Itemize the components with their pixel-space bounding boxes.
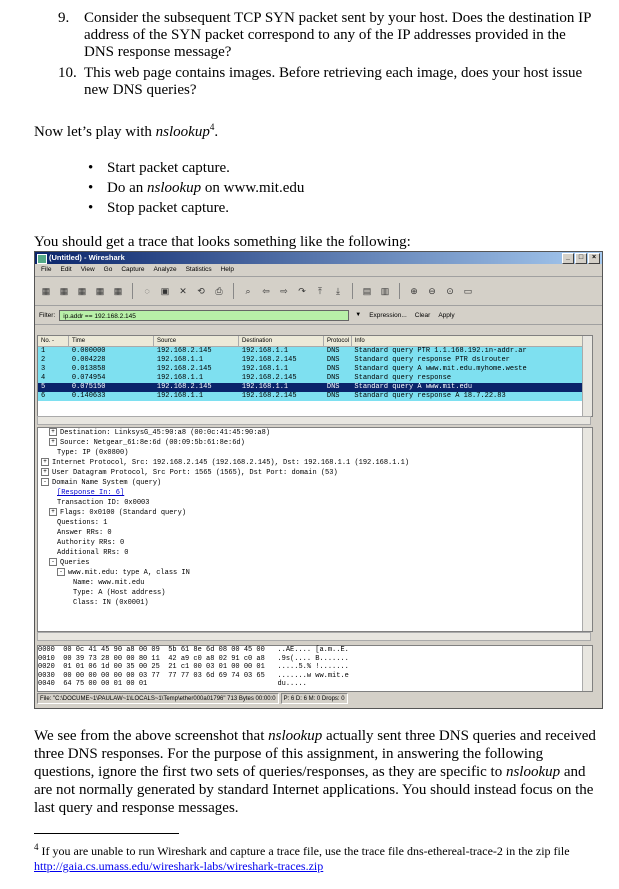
packet-cell-proto: DNS [326,383,340,391]
menu-statistics[interactable]: Statistics [185,266,212,273]
footnote-link[interactable]: http://gaia.cs.umass.edu/wireshark-labs/wireshark-traces.zip [34,859,324,873]
packet-cell-dst: 192.168.2.145 [241,356,297,364]
detail-line[interactable] [38,458,592,468]
column-header-time[interactable]: Time [69,336,154,346]
filter-label: Filter: [39,311,56,319]
window-title: (Untitled) - Wireshark [49,253,125,262]
packet-list [37,335,593,417]
list-item [88,158,304,178]
packet-cell-dst: 192.168.1.1 [241,347,289,355]
detail-text: Transaction ID: 0x0003 [57,499,150,507]
detail-line[interactable] [38,428,592,438]
status-packets: P: 6 D: 6 M: 0 Drops: 0 [281,693,348,704]
restart-capture-icon[interactable]: ▦ [113,285,123,296]
status-bar [37,693,599,704]
packet-cell-time: 0.013858 [71,365,106,373]
list-item-italic: nslookup [147,180,202,196]
packet-cell-time: 0.075150 [71,383,106,391]
packet-cell-info: Standard query PTR 1.1.168.192.in-addr.ar [354,347,527,355]
expand-icon[interactable]: + [49,438,57,446]
detail-text: Answer RRs: 0 [57,529,112,537]
question-text: Consider the subsequent TCP SYN packet sent by your host. Does the destination IP address of the SYN packet correspond to any of the IP addresses provided in the DNS response message? [84,10,591,60]
detail-text: Class: IN (0x0001) [73,599,149,607]
filter-bar [35,306,602,325]
expand-icon[interactable]: + [49,508,57,516]
column-header-destination[interactable]: Destination [239,336,324,346]
detail-text: Internet Protocol, Src: 192.168.2.145 (192.168.2.145), Dst: 192.168.1.1 (192.168.1.1) [52,459,410,467]
footnote-divider [34,833,179,834]
summary-text: and are not normally generated by standard Internet applications. You should instead focus on the last query and response messages. [34,764,594,816]
packet-cell-no: 3 [41,365,46,373]
detail-text: Type: A (Host address) [73,589,166,597]
packet-row[interactable] [38,374,592,383]
expression-button[interactable]: Expression... [369,311,407,319]
close-file-icon[interactable]: ✕ [179,285,187,296]
detail-line[interactable] [38,538,592,548]
main-toolbar [35,277,602,306]
summary-italic: nslookup [268,728,323,744]
list-item [88,198,304,218]
packet-cell-dst: 192.168.2.145 [241,392,297,400]
nslookup-intro [34,118,218,141]
intro-italic: nslookup [155,124,210,140]
filter-input[interactable]: ip.addr == 192.168.2.145 [59,310,349,321]
footnote-text: If you are unable to run Wireshark and capture a trace file, use the trace file dns-ethereal-trace-2 in the zip file [38,844,570,858]
chevron-down-icon[interactable]: ▼ [355,312,362,318]
detail-line[interactable] [38,598,592,608]
detail-text[interactable]: [Response In: 6] [57,489,125,497]
trace-intro: You should get a trace that looks something like the following: [34,234,411,250]
list-item-text: on www.mit.edu [201,180,305,196]
detail-line[interactable] [38,498,592,508]
footnote-ref: 4 [209,122,215,132]
resize-columns-icon[interactable]: ▭ [463,285,473,296]
detail-line[interactable] [38,438,592,448]
hex-row[interactable]: 0030 00 00 00 00 00 00 03 77 77 77 03 6d 69 74 03 65 .......w ww.mit.e [38,671,349,680]
menu-go[interactable]: Go [103,266,113,273]
wireshark-window [34,251,603,709]
wireshark-app-icon [37,254,47,264]
summary-text: We see from the above screenshot that [34,728,269,744]
go-forward-icon[interactable]: ⇨ [280,285,288,296]
print-icon[interactable]: ⎙ [215,285,223,296]
list-item-text: Start packet capture. [107,160,230,176]
window-titlebar [35,252,602,264]
expand-icon[interactable]: + [41,458,49,466]
menu-help[interactable]: Help [220,266,234,273]
menu-bar [35,264,602,277]
packet-list-hscrollbar[interactable] [37,416,591,425]
collapse-icon[interactable]: - [41,478,49,486]
summary-italic: nslookup [505,764,561,780]
zoom-reset-icon[interactable]: ⊙ [446,285,454,296]
zoom-in-icon[interactable]: ⊕ [410,285,418,296]
column-header-source[interactable]: Source [154,336,239,346]
stop-capture-icon[interactable]: ▦ [95,285,105,296]
collapse-icon[interactable]: - [49,558,57,566]
start-capture-icon[interactable]: ▦ [77,285,87,296]
detail-text: Queries [60,559,90,567]
packet-cell-no: 6 [41,392,46,400]
detail-text: Flags: 0x0100 (Standard query) [60,509,187,517]
packet-cell-proto: DNS [326,392,340,400]
clear-button[interactable]: Clear [414,311,431,319]
list-item [88,178,304,198]
packet-cell-dst: 192.168.2.145 [241,374,297,382]
packet-cell-time: 0.000000 [71,347,106,355]
packet-cell-src: 192.168.1.1 [156,356,204,364]
packet-cell-proto: DNS [326,374,340,382]
detail-text: Destination: LinksysG_45:90:a8 (00:0c:41:45:90:a8) [60,429,271,437]
detail-line[interactable] [38,578,592,588]
detail-text: Additional RRs: 0 [57,549,129,557]
auto-scroll-icon[interactable]: ▥ [380,285,390,296]
packet-list-header [38,336,592,347]
hex-row[interactable]: 0010 00 39 73 28 00 00 80 11 42 a9 c0 a8 02 91 c0 a8 .9s(.... B....... [38,654,349,663]
go-to-packet-icon[interactable]: ↷ [298,285,306,296]
menu-file[interactable]: File [41,266,52,273]
packet-cell-src: 192.168.2.145 [156,383,212,391]
packet-cell-no: 4 [41,374,46,382]
zoom-out-icon[interactable]: ⊖ [428,285,436,296]
detail-text: Name: www.mit.edu [73,579,145,587]
status-file: File: "C:\DOCUME~1\PAULAW~1\LOCALS~1\Temp\ether000a01796" 713 Bytes 00:00:0 [37,693,279,704]
packet-cell-info: Standard query response A 18.7.22.83 [354,392,506,400]
detail-line[interactable] [38,478,592,488]
steps-list [88,158,304,218]
minimize-icon[interactable]: _ [562,253,574,264]
capture-options-icon[interactable]: ▦ [59,285,69,296]
menu-analyze[interactable]: Analyze [153,266,177,273]
detail-line[interactable] [38,518,592,528]
list-item-text: Stop packet capture. [107,200,230,216]
question-number: 10. [58,65,77,81]
close-icon[interactable]: × [588,253,600,264]
detail-line[interactable] [38,488,592,498]
detail-text: Authority RRs: 0 [57,539,125,547]
list-item-text: Do an [107,180,147,196]
packet-cell-src: 192.168.2.145 [156,365,212,373]
packet-cell-no: 1 [41,347,46,355]
packet-row[interactable] [38,365,592,374]
detail-text: Type: IP (0x0800) [57,449,129,457]
column-header-no[interactable]: No. - [38,336,69,346]
colorize-icon[interactable]: ▤ [362,285,372,296]
first-packet-icon[interactable]: ⤒ [318,285,322,296]
detail-line[interactable] [38,468,592,478]
open-file-icon[interactable]: ◌ [144,286,150,296]
packet-cell-time: 0.140633 [71,392,106,400]
hex-row[interactable]: 0000 00 0c 41 45 90 a8 00 09 5b 61 8e 6d 08 00 45 00 ..AE.... [a.m..E. [38,646,349,654]
detail-text: Source: Netgear_61:8e:6d (00:09:5b:61:8e:6d) [60,439,245,447]
packet-cell-proto: DNS [326,356,340,364]
packet-cell-proto: DNS [326,365,340,373]
detail-text: www.mit.edu: type A, class IN [68,569,190,577]
packet-cell-dst: 192.168.1.1 [241,383,289,391]
packet-row[interactable] [38,392,592,401]
packet-cell-no: 2 [41,356,46,364]
summary-paragraph [34,727,600,817]
intro-suffix: . [214,124,219,140]
find-packet-icon[interactable]: ⌕ [245,285,251,296]
menu-view[interactable]: View [80,266,95,273]
footnote [34,840,594,874]
footnote-mark: 4 [34,842,39,852]
interfaces-icon[interactable]: ▦ [41,285,51,296]
packet-row[interactable] [38,347,592,356]
detail-line[interactable] [38,548,592,558]
packet-cell-time: 0.074954 [71,374,106,382]
packet-cell-dst: 192.168.1.1 [241,365,289,373]
menu-capture[interactable]: Capture [121,266,145,273]
detail-line[interactable] [38,588,592,598]
packet-cell-info: Standard query response PTR dslrouter [354,356,510,364]
packet-row[interactable] [38,383,592,392]
detail-text: Questions: 1 [57,519,108,527]
packet-cell-info: Standard query A www.mit.edu.myhome.weste [354,365,527,373]
detail-text: User Datagram Protocol, Src Port: 1565 (1565), Dst Port: domain (53) [52,469,338,477]
apply-button[interactable]: Apply [438,311,455,319]
packet-cell-src: 192.168.1.1 [156,374,204,382]
maximize-icon[interactable]: □ [575,253,587,264]
question-10 [58,65,598,99]
packet-cell-time: 0.004228 [71,356,106,364]
reload-icon[interactable]: ⟲ [197,285,205,296]
question-9 [58,10,598,61]
details-scrollbar[interactable] [582,428,592,631]
save-file-icon[interactable]: ▣ [160,285,170,296]
packet-cell-info: Standard query response [354,374,452,382]
packet-cell-src: 192.168.1.1 [156,392,204,400]
hex-row[interactable]: 0020 01 01 06 1d 00 35 00 25 21 c1 00 03 01 00 00 01 .....5.% !....... [38,663,349,671]
question-number: 9. [58,10,70,26]
details-hscrollbar[interactable] [37,632,591,641]
detail-line[interactable] [38,568,592,578]
column-header-info[interactable]: Info [352,336,592,346]
detail-line[interactable] [38,508,592,518]
summary-text: actually sent three DNS queries and received three DNS responses. For the purpose of this assignment, in answering the following questions, ignore the first two sets of queries/responses, as they are specific to [34,728,596,780]
detail-line[interactable] [38,448,592,458]
detail-text: Domain Name System (query) [52,479,162,487]
hex-row[interactable]: 0040 64 75 00 00 01 00 01 du..... [38,680,307,688]
menu-edit[interactable]: Edit [60,266,72,273]
packet-cell-info: Standard query A www.mit.edu [354,383,473,391]
packet-cell-proto: DNS [326,347,340,355]
packet-bytes [37,645,593,692]
intro-text: Now let’s play with [34,124,156,140]
collapse-icon[interactable]: - [57,568,65,576]
go-back-icon[interactable]: ⇦ [262,285,270,296]
packet-cell-no: 5 [41,383,46,391]
expand-icon[interactable]: + [49,428,57,436]
bytes-scrollbar[interactable] [582,646,592,691]
detail-line[interactable] [38,558,592,568]
packet-details [37,427,593,632]
question-text: This web page contains images. Before retrieving each image, does your host issue new DNS queries? [84,65,583,98]
packet-cell-src: 192.168.2.145 [156,347,212,355]
packet-list-scrollbar[interactable] [582,336,592,416]
expand-icon[interactable]: + [41,468,49,476]
column-header-protocol[interactable]: Protocol [324,336,352,346]
packet-row[interactable] [38,356,592,365]
last-packet-icon[interactable]: ⤓ [336,285,340,296]
detail-line[interactable] [38,528,592,538]
